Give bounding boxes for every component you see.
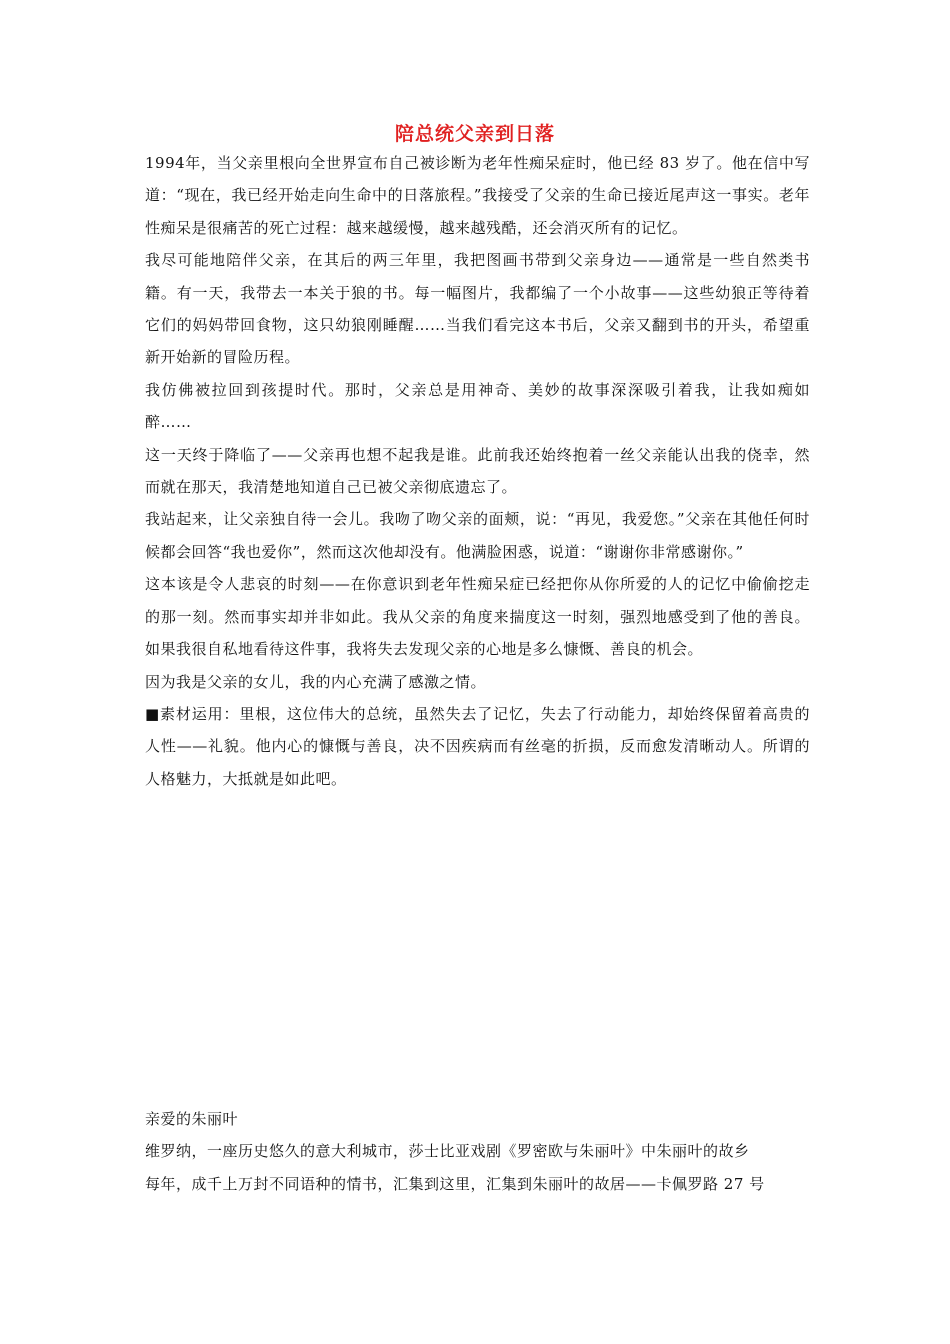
paragraph: 我尽可能地陪伴父亲，在其后的两三年里，我把图画书带到父亲身边——通常是一些自然类书籍。有一天，我带去一本关于狼的书。每一幅图片，我都编了一个小故事——这些幼狼正等待着它们的妈妈带回食物，这只幼狼刚睡醒……当我们看完这本书后，父亲又翻到书的开头，希望重新开始新的冒险历程。 — [145, 251, 810, 367]
paragraph: 1994年，当父亲里根向全世界宣布自己被诊断为老年性痴呆症时，他已经 83 岁了。他在信中写道：“现在，我已经开始走向生命中的日落旅程。”我接受了父亲的生命已接近尾声这一事实。老年性痴呆是很痛苦的死亡过程：越来越缓慢，越来越残酷，还会消灭所有的记忆。 — [145, 154, 810, 237]
paragraph: 我仿佛被拉回到孩提时代。那时，父亲总是用神奇、美妙的故事深深吸引着我，让我如痴如醉…… — [145, 380, 810, 432]
paragraph: 因为我是父亲的女儿，我的内心充满了感激之情。 — [145, 672, 487, 691]
material-usage-paragraph: ■素材运用：里根，这位伟大的总统，虽然失去了记忆，失去了行动能力，却始终保留着高贵的人性——礼貌。他内心的慷慨与善良，决不因疾病而有丝毫的折损，反而愈发清晰动人。所谓的人格魅力，大抵就是如此吧。 — [145, 704, 810, 788]
paragraph: 这本该是令人悲哀的时刻——在你意识到老年性痴呆症已经把你从你所爱的人的记忆中偷偷挖走的那一刻。然而事实却并非如此。我从父亲的角度来揣度这一时刻，强烈地感受到了他的善良。如果我很自私地看待这件事，我将失去发现父亲的心地是多么慷慨、善良的机会。 — [145, 575, 810, 659]
second-article — [145, 1103, 810, 1200]
second-article-line: 每年，成千上万封不同语种的情书，汇集到这里，汇集到朱丽叶的故居——卡佩罗路 27 号 — [145, 1174, 765, 1193]
paragraph: 我站起来，让父亲独自待一会儿。我吻了吻父亲的面颊，说：“再见，我爱您。”父亲在其他任何时候都会回答“我也爱你”，然而这次他却没有。他满脸困惑，说道：“谢谢你非常感谢你。” — [145, 510, 810, 561]
second-article-line: 维罗纳，一座历史悠久的意大利城市，莎士比亚戏剧《罗密欧与朱丽叶》中朱丽叶的故乡 — [145, 1142, 750, 1161]
paragraph: 这一天终于降临了——父亲再也想不起我是谁。此前我还始终抱着一丝父亲能认出我的侥幸，然而就在那天，我清楚地知道自己已被父亲彻底遗忘了。 — [145, 445, 810, 497]
document-title: 陪总统父亲到日落 — [394, 123, 555, 145]
second-article-heading: 亲爱的朱丽叶 — [145, 1110, 239, 1128]
article-body — [145, 147, 810, 795]
